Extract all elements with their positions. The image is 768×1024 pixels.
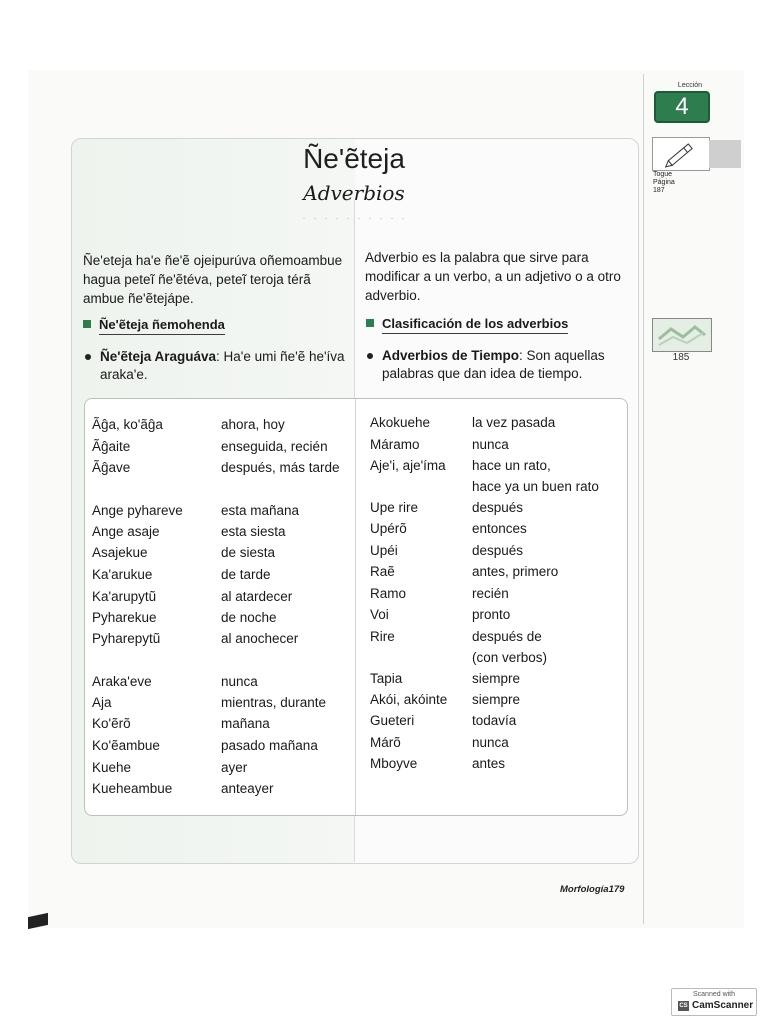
table-cell-guarani: Upérõ <box>370 521 407 536</box>
table-cell-spanish: antes <box>472 756 506 771</box>
table-divider <box>355 399 356 815</box>
pencil-icon <box>652 137 710 171</box>
bullet-guarani: Ñe'ẽteja Araguáva: Ha'e umi ñe'ẽ he'íva araka'e. <box>100 348 350 384</box>
table-cell-guarani: Ramo <box>370 586 407 601</box>
table-cell-guarani: Kueheambue <box>92 781 173 796</box>
table-cell-guarani: Araka'eve <box>92 674 152 689</box>
page-title: Ñe'ẽteja <box>303 143 405 174</box>
table-cell-guarani: Ka'arukue <box>92 567 153 582</box>
table-cell-spanish: siempre <box>472 671 521 686</box>
map-page-number: 185 <box>672 352 690 363</box>
square-bullet-icon <box>83 320 91 328</box>
table-cell-spanish: al anochecer <box>221 631 299 646</box>
table-cell-guarani: Ãĝa, ko'ãĝa <box>92 417 163 432</box>
intro-guarani: Ñe'eteja ha'e ñe'ẽ ojeipurúva oñemoambue hagua peteĩ ñe'ẽtéva, peteĩ teroja térã ambue ñe'ẽtejápe. <box>83 253 343 306</box>
intro-spanish: Adverbio es la palabra que sirve para modificar a un verbo, a un adjetivo o a otro adverbio. <box>365 250 621 303</box>
table-cell-guarani: Gueteri <box>370 713 415 728</box>
table-cell-guarani: Tapia <box>370 671 403 686</box>
section-heading-guarani: Ñe'ẽteja ñemohenda <box>83 317 225 332</box>
margin-rule <box>643 74 644 924</box>
table-cell-guarani: Kuehe <box>92 760 132 775</box>
table-cell-guarani: Márõ <box>370 735 401 750</box>
table-cell-spanish: antes, primero <box>472 564 559 579</box>
table-cell-guarani: Akokuehe <box>370 415 431 430</box>
table-cell-spanish: esta siesta <box>221 524 286 539</box>
table-cell-spanish: todavía <box>472 713 517 728</box>
table-cell-spanish: la vez pasada <box>472 415 556 430</box>
table-cell-guarani: Voi <box>370 607 389 622</box>
table-cell-guarani: Upe rire <box>370 500 419 515</box>
leccion-label: Lección <box>677 82 703 89</box>
table-cell-spanish: de tarde <box>221 567 271 582</box>
table-cell-spanish: (con verbos) <box>472 650 548 665</box>
leccion-number-badge: 4 <box>654 91 710 123</box>
section-heading-spanish: Clasificación de los adverbios <box>366 316 568 331</box>
table-cell-spanish: pronto <box>472 607 511 622</box>
table-cell-spanish: recién <box>472 586 509 601</box>
square-bullet-icon <box>366 319 374 327</box>
table-cell-guarani: Mboyve <box>370 756 418 771</box>
table-cell-guarani: Ãĝave <box>92 460 131 475</box>
table-cell-spanish: después <box>472 500 524 515</box>
table-cell-guarani: Upéi <box>370 543 398 558</box>
table-cell-spanish: mañana <box>221 716 270 731</box>
table-cell-spanish: entonces <box>472 521 527 536</box>
table-cell-spanish: enseguida, recién <box>221 439 328 454</box>
round-bullet-icon <box>367 353 373 359</box>
table-cell-guarani: Ko'ẽrõ <box>92 716 131 731</box>
table-cell-spanish: nunca <box>472 735 509 750</box>
table-cell-spanish: hace un rato, <box>472 458 551 473</box>
table-cell-spanish: siempre <box>472 692 521 707</box>
table-cell-spanish: ahora, hoy <box>221 417 285 432</box>
table-cell-spanish: de noche <box>221 610 277 625</box>
camscanner-watermark: Scanned with CS CamScanner <box>671 988 757 1016</box>
table-cell-spanish: nunca <box>221 674 258 689</box>
map-thumbnail-icon <box>652 318 712 352</box>
table-cell-spanish: mientras, durante <box>221 695 327 710</box>
table-cell-guarani: Aje'i, aje'íma <box>370 458 446 473</box>
table-cell-spanish: después, más tarde <box>221 460 340 475</box>
table-cell-guarani: Ãĝaite <box>92 439 131 454</box>
table-cell-spanish: pasado mañana <box>221 738 318 753</box>
camscanner-logo-icon: CS <box>679 1003 688 1009</box>
table-cell-spanish: de siesta <box>221 545 276 560</box>
table-cell-spanish: hace ya un buen rato <box>472 479 599 494</box>
table-cell-spanish: al atardecer <box>221 589 293 604</box>
table-cell-guarani: Akói, akóinte <box>370 692 448 707</box>
table-cell-guarani: Pyharekue <box>92 610 157 625</box>
table-cell-guarani: Asajekue <box>92 545 148 560</box>
table-cell-spanish: anteayer <box>221 781 274 796</box>
table-cell-spanish: nunca <box>472 437 509 452</box>
table-cell-guarani: Ko'ẽambue <box>92 738 160 753</box>
table-cell-guarani: Aja <box>92 695 112 710</box>
table-cell-guarani: Rire <box>370 629 395 644</box>
table-cell-guarani: Ange asaje <box>92 524 160 539</box>
bullet-spanish: Adverbios de Tiempo: Son aquellas palabras que dan idea de tiempo. <box>382 347 637 383</box>
table-cell-guarani: Ka'arupytũ <box>92 589 157 604</box>
table-cell-guarani: Pyharepytũ <box>92 631 161 646</box>
page-subtitle: Adverbios <box>303 181 405 205</box>
dotted-rule: . . . . . . . . . . <box>302 211 408 221</box>
table-cell-spanish: después <box>472 543 524 558</box>
page-footer: Morfología179 <box>560 884 625 895</box>
table-cell-spanish: esta mañana <box>221 503 300 518</box>
table-cell-guarani: Máramo <box>370 437 420 452</box>
toque-note: Togue Página 187 <box>653 171 675 194</box>
table-cell-guarani: Raẽ <box>370 564 395 579</box>
round-bullet-icon <box>85 354 91 360</box>
table-cell-spanish: después de <box>472 629 542 644</box>
toque-shade <box>709 140 741 168</box>
table-cell-spanish: ayer <box>221 760 248 775</box>
table-cell-guarani: Ange pyhareve <box>92 503 183 518</box>
